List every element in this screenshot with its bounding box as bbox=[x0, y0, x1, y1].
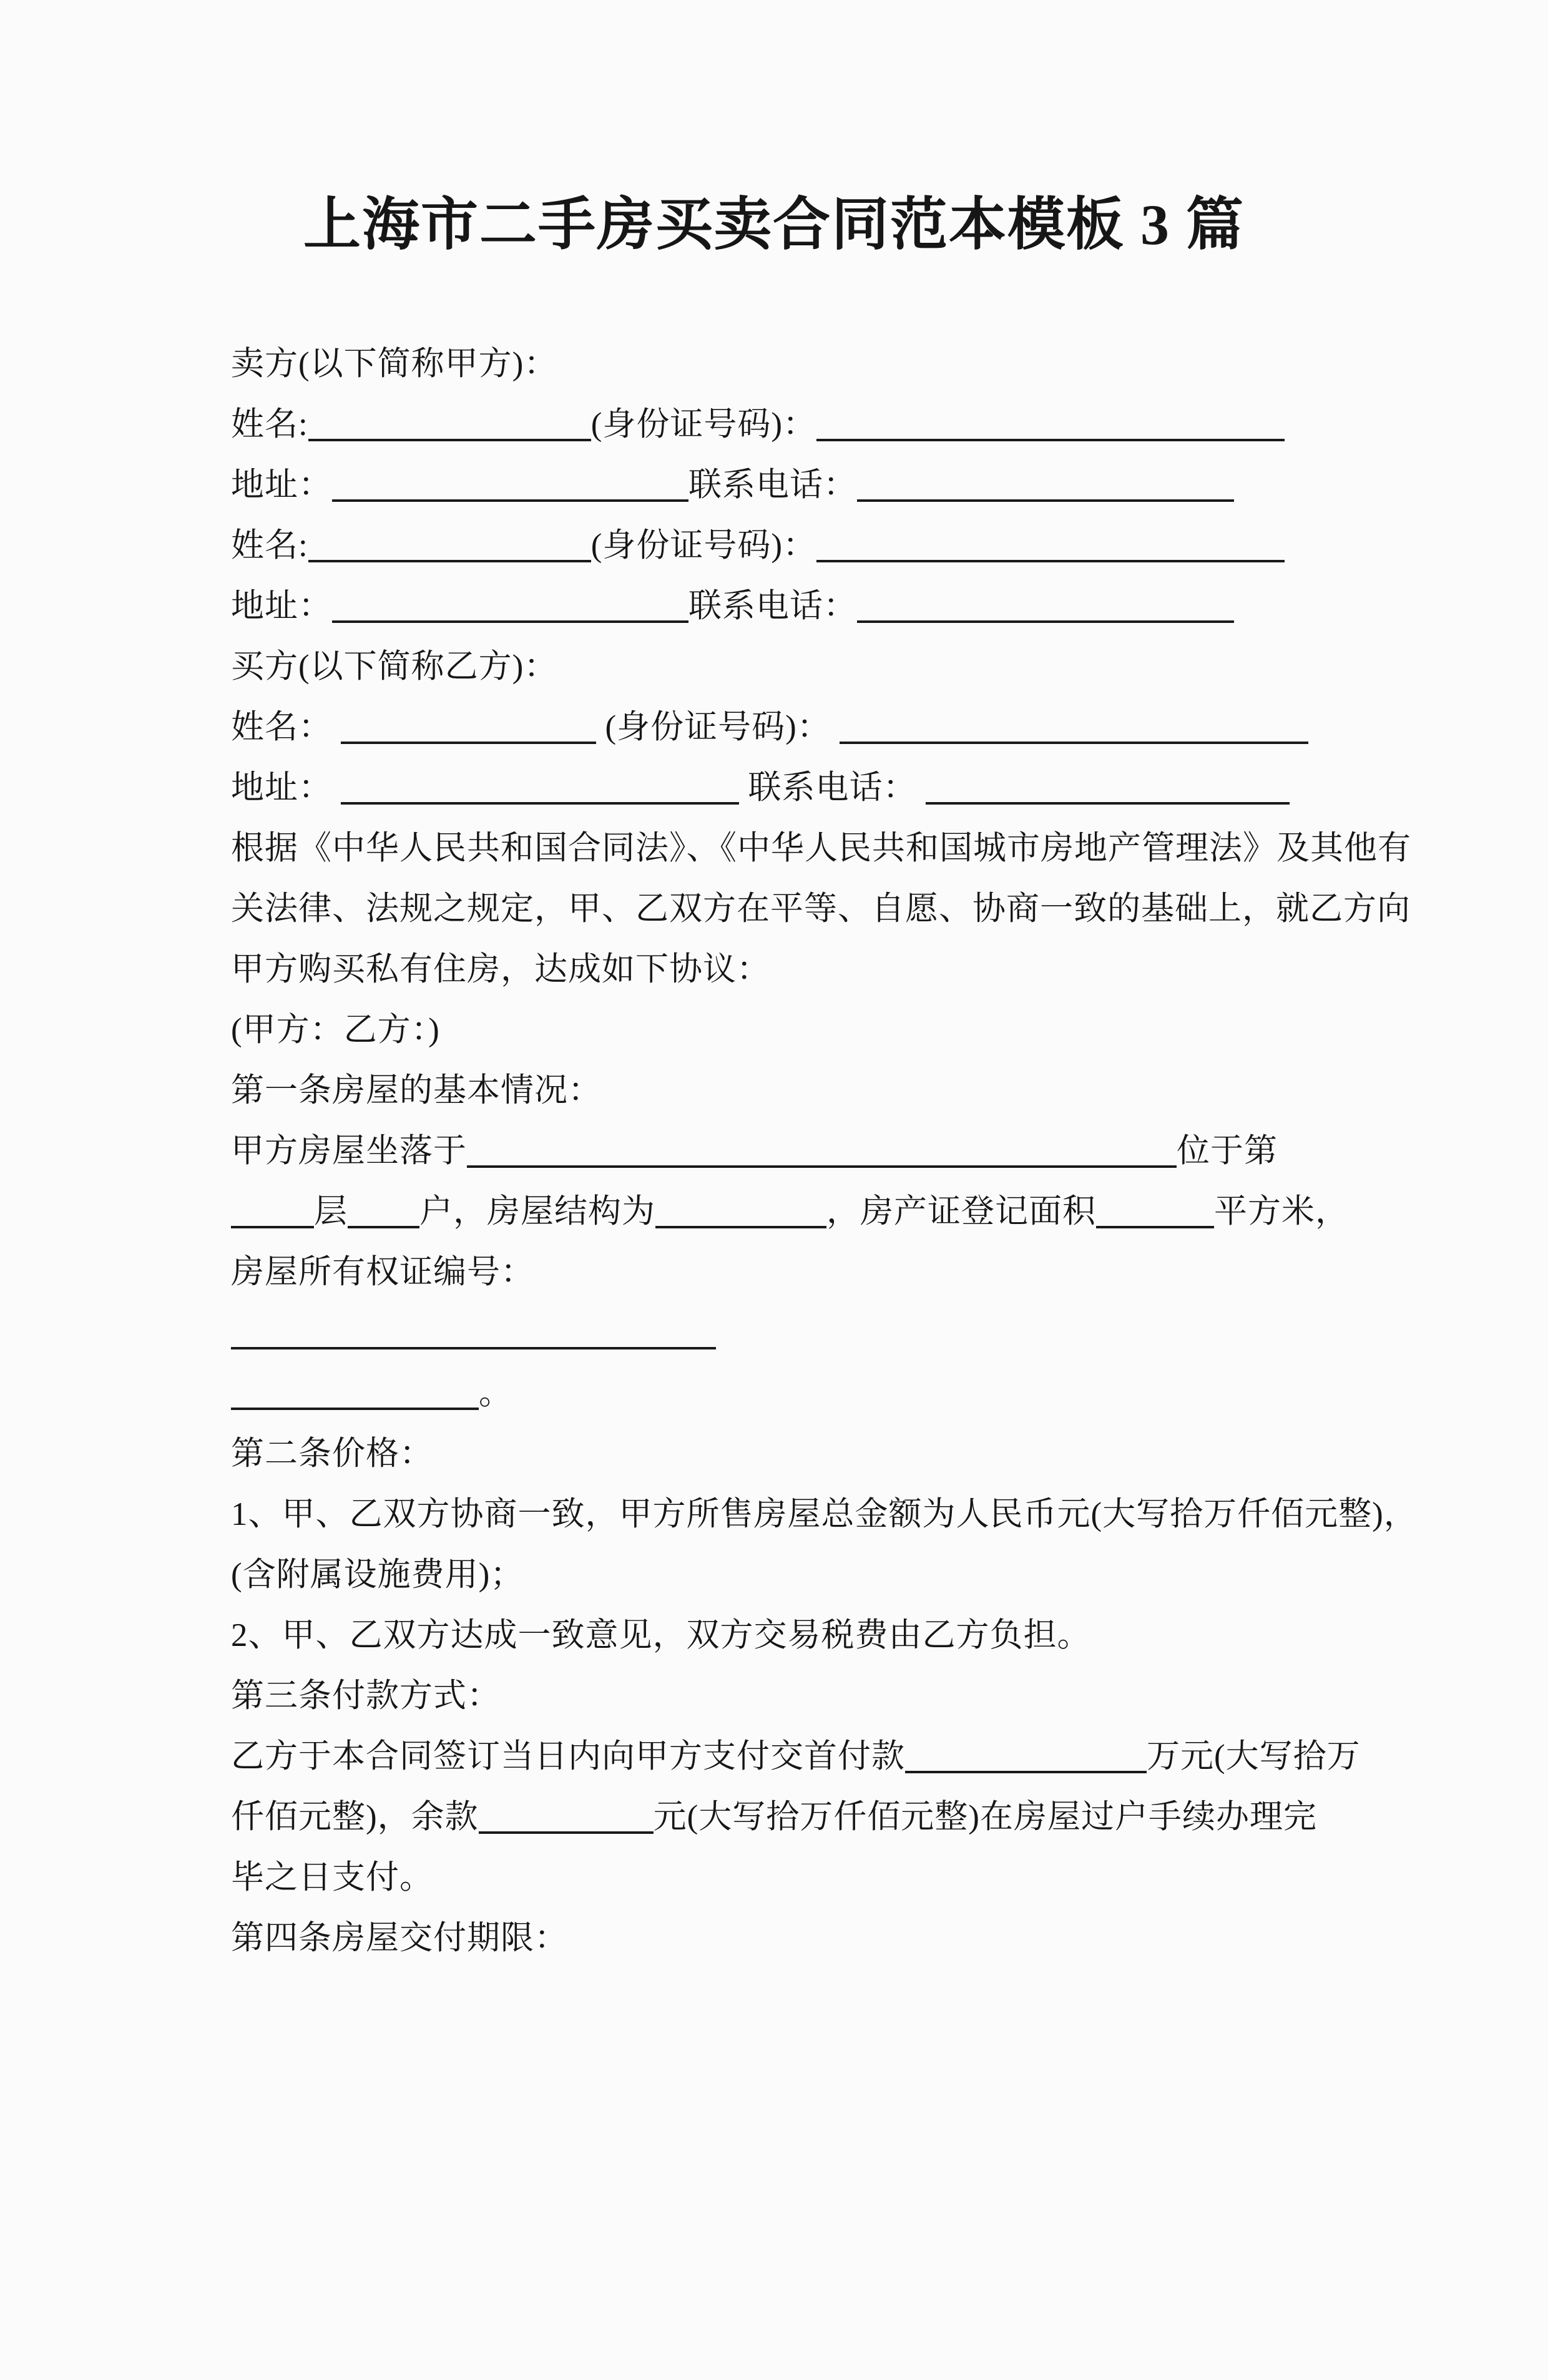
seller1-name-row bbox=[231, 394, 1317, 455]
blank-field bbox=[926, 795, 1290, 805]
blank-field bbox=[231, 1339, 716, 1349]
text-segment: 仟佰元整)，余款 bbox=[231, 1799, 479, 1835]
text-segment: (身份证号码)： bbox=[596, 709, 840, 745]
article1-line-2 bbox=[231, 1182, 1349, 1242]
text-segment: 联系电话： bbox=[739, 770, 926, 806]
blank-field bbox=[816, 552, 1285, 562]
document-body bbox=[231, 334, 1418, 1969]
contract-document-page bbox=[0, 190, 1548, 2380]
text-segment: 地址： bbox=[231, 467, 332, 503]
text-segment: 甲方房屋坐落于 bbox=[231, 1133, 467, 1169]
article3-line-1 bbox=[231, 1726, 1361, 1787]
text-segment: 第三条付款方式： bbox=[231, 1678, 501, 1714]
blank-field bbox=[231, 1218, 314, 1228]
blank-field bbox=[332, 613, 688, 623]
blank-field bbox=[341, 734, 596, 744]
article3-heading bbox=[231, 1666, 1317, 1726]
article1-blank-line-1 bbox=[231, 1303, 1317, 1363]
text-segment: 户，房屋结构为 bbox=[419, 1193, 655, 1230]
blank-field bbox=[857, 492, 1234, 502]
blank-field bbox=[231, 1400, 479, 1410]
article1-line-3 bbox=[231, 1242, 1317, 1303]
blank-field bbox=[479, 1824, 654, 1834]
text-segment: 甲方购买私有住房，达成如下协议： bbox=[231, 951, 770, 987]
blank-field bbox=[341, 795, 739, 805]
text-segment: 买方(以下简称乙方)： bbox=[231, 649, 558, 685]
seller2-address-row bbox=[231, 576, 1317, 637]
article1-blank-line-2 bbox=[231, 1363, 1317, 1424]
text-segment: 关法律、法规之规定，甲、乙双方在平等、自愿、协商一致的基础上，就乙方向 bbox=[231, 891, 1411, 927]
text-segment: (身份证号码)： bbox=[590, 527, 817, 564]
article1-heading bbox=[231, 1060, 1317, 1121]
seller1-address-row bbox=[231, 455, 1317, 516]
blank-field bbox=[905, 1763, 1147, 1773]
blank-field bbox=[308, 552, 591, 562]
article1-line-1 bbox=[231, 1121, 1317, 1182]
text-segment: ，房产证登记面积 bbox=[826, 1193, 1096, 1230]
text-segment: 卖方(以下简称甲方)： bbox=[231, 346, 558, 382]
preamble-line-3 bbox=[231, 939, 1317, 1000]
article2-item-1a bbox=[231, 1484, 1418, 1545]
text-segment: 联系电话： bbox=[688, 467, 857, 503]
text-segment: 1、甲、乙双方协商一致，甲方所售房屋总金额为人民币元(大写拾万仟佰元整)， bbox=[231, 1496, 1418, 1532]
article3-line-3 bbox=[231, 1848, 1317, 1908]
text-segment: 毕之日支付。 bbox=[231, 1859, 433, 1896]
article2-heading bbox=[231, 1424, 1317, 1484]
article3-line-2 bbox=[231, 1787, 1317, 1848]
text-segment: 第一条房屋的基本情况： bbox=[231, 1072, 602, 1109]
text-segment: (含附属设施费用)； bbox=[231, 1557, 524, 1593]
text-segment: 姓名： bbox=[231, 709, 341, 745]
blank-field bbox=[467, 1158, 1177, 1168]
text-segment: 。 bbox=[479, 1375, 512, 1411]
blank-field bbox=[857, 613, 1234, 623]
preamble-line-1 bbox=[231, 818, 1411, 879]
parties-note bbox=[231, 1000, 1317, 1060]
blank-field bbox=[1096, 1218, 1214, 1228]
text-segment: 元(大写拾万仟佰元整)在房屋过户手续办理完 bbox=[653, 1799, 1317, 1835]
buyer-address-row bbox=[231, 758, 1317, 818]
blank-field bbox=[816, 431, 1285, 441]
document-title: 上海市二手房买卖合同范本模板 3 篇 bbox=[303, 193, 1245, 257]
text-segment: 房屋所有权证编号： bbox=[231, 1254, 534, 1290]
article2-item-2 bbox=[231, 1605, 1317, 1666]
text-segment: 平方米， bbox=[1214, 1193, 1349, 1230]
blank-field bbox=[348, 1218, 419, 1228]
text-segment: 联系电话： bbox=[688, 588, 857, 624]
article4-heading bbox=[231, 1908, 1317, 1969]
text-segment: 2、甲、乙双方达成一致意见，双方交易税费由乙方负担。 bbox=[231, 1617, 1091, 1653]
text-segment: 位于第 bbox=[1177, 1133, 1278, 1169]
text-segment: 地址： bbox=[231, 770, 341, 806]
text-segment: 姓名: bbox=[231, 527, 308, 564]
text-segment: 地址： bbox=[231, 588, 332, 624]
blank-field bbox=[655, 1218, 826, 1228]
buyer-heading bbox=[231, 637, 1317, 697]
text-segment: 姓名: bbox=[231, 406, 308, 443]
text-segment: 第二条价格： bbox=[231, 1436, 433, 1472]
blank-field bbox=[308, 431, 591, 441]
seller2-name-row bbox=[231, 516, 1317, 576]
blank-field bbox=[332, 492, 688, 502]
text-segment: (甲方：乙方：) bbox=[231, 1012, 440, 1048]
text-segment: (身份证号码)： bbox=[590, 406, 817, 443]
text-segment: 第四条房屋交付期限： bbox=[231, 1920, 568, 1956]
article2-item-1b bbox=[231, 1545, 1317, 1605]
seller-heading bbox=[231, 334, 1317, 394]
blank-field bbox=[840, 734, 1308, 744]
text-segment: 乙方于本合同签订当日内向甲方支付交首付款 bbox=[231, 1738, 905, 1775]
text-segment: 层 bbox=[314, 1193, 348, 1230]
preamble-line-2 bbox=[231, 879, 1411, 939]
text-segment: 万元(大写拾万 bbox=[1147, 1738, 1361, 1775]
text-segment: 根据《中华人民共和国合同法》、《中华人民共和国城市房地产管理法》及其他有 bbox=[231, 830, 1411, 866]
buyer-name-row bbox=[231, 697, 1317, 758]
